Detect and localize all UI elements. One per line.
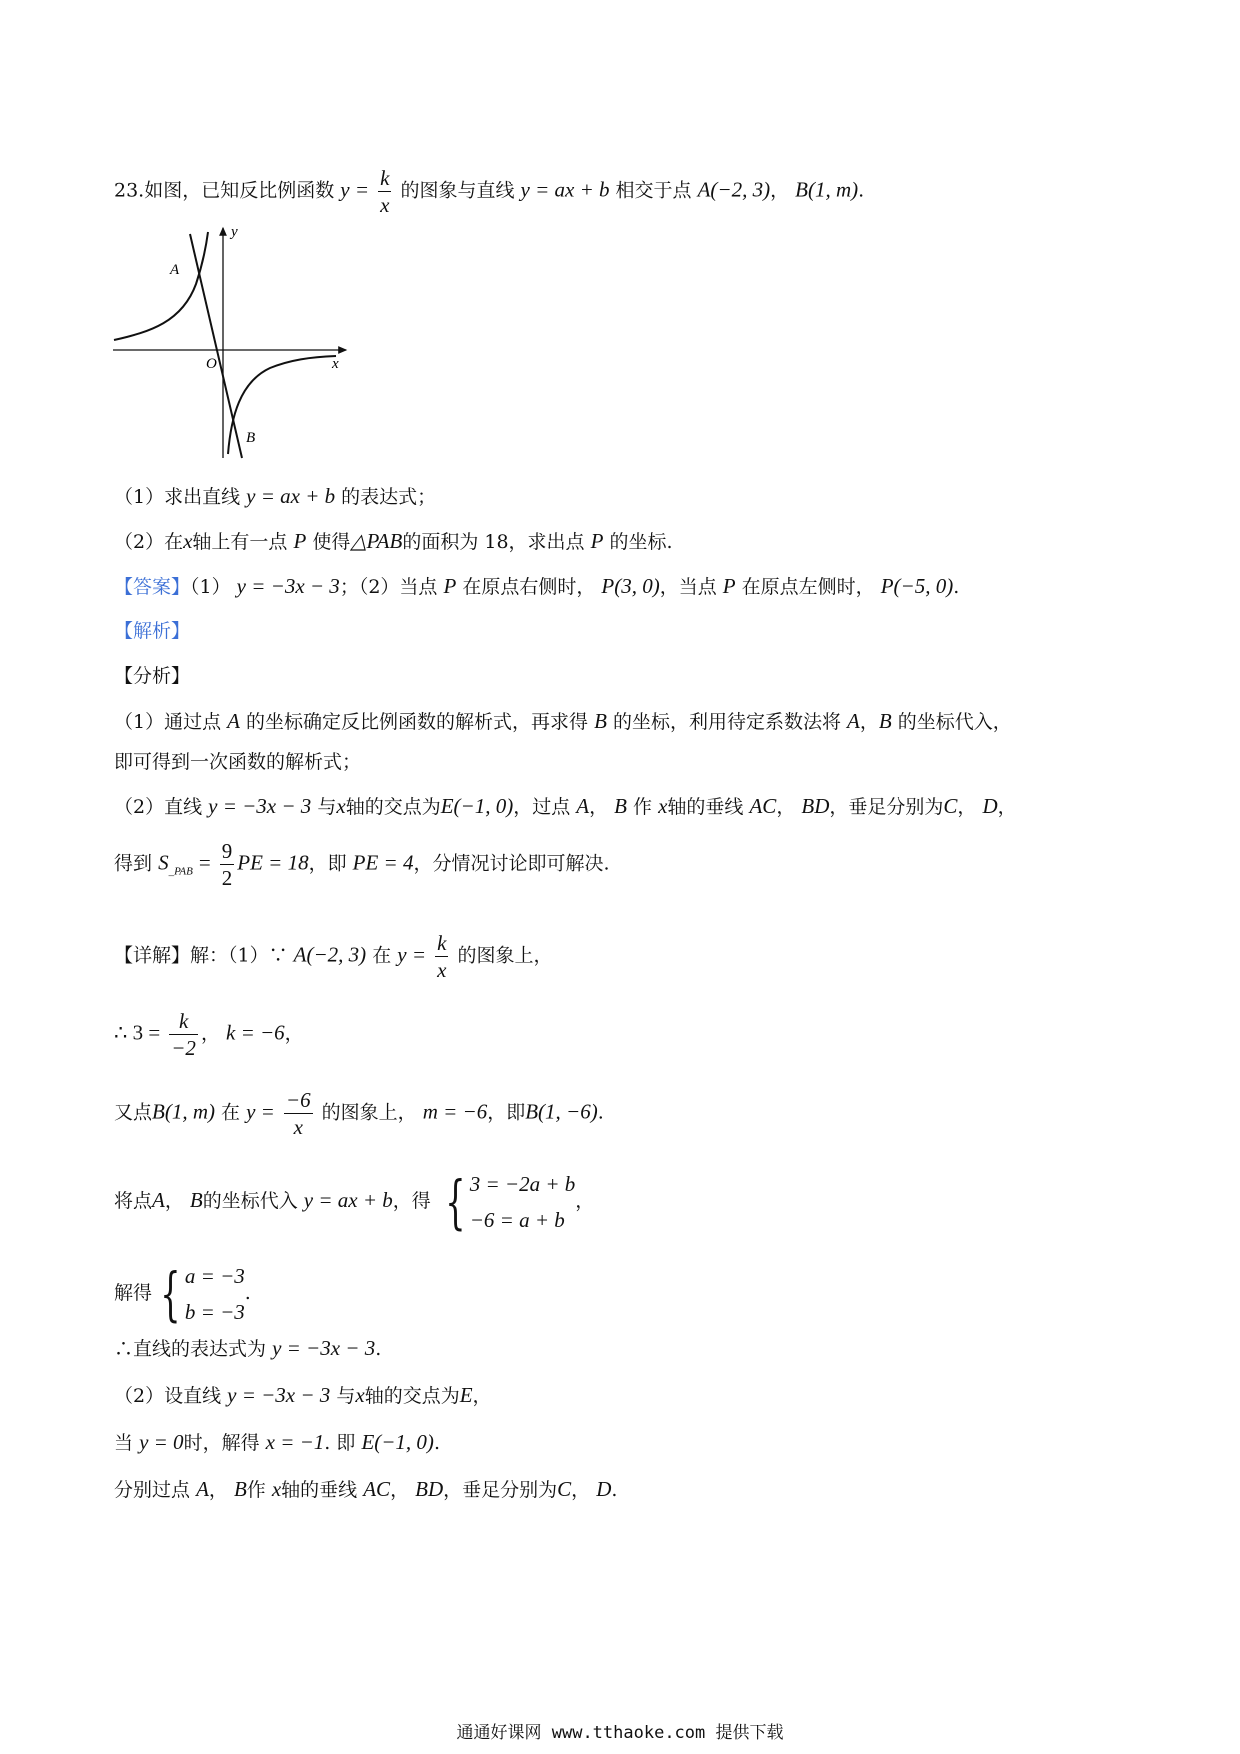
k-value: k = −6	[226, 1020, 285, 1045]
answer-text: 在原点左侧时，	[741, 576, 875, 598]
detail-text: ，垂足分别为	[443, 1479, 558, 1501]
detail-var: x	[271, 1477, 282, 1501]
detail-var: A	[152, 1188, 165, 1212]
detail-line-2	[114, 1008, 304, 1061]
function-lhs: y =	[340, 177, 370, 202]
fraction-numerator: k	[437, 931, 447, 955]
detail-line-8	[114, 1428, 440, 1457]
fenxi-label: 【分析】	[114, 665, 191, 687]
punct: ，	[208, 1479, 228, 1501]
detail-segment: BD	[415, 1477, 444, 1501]
detail-line-6	[114, 1334, 381, 1363]
q2-text: （2）在	[114, 531, 184, 553]
detail-line-4	[114, 1166, 594, 1238]
detail-segment: AC	[363, 1477, 391, 1501]
analysis-var: A	[227, 709, 240, 733]
problem-intro: 23.如图，已知反比例函数	[114, 179, 335, 202]
detail-text: ，得	[392, 1190, 431, 1212]
q2-var: x	[183, 529, 193, 553]
fraction-nine-halves	[220, 838, 235, 891]
punct: ，	[776, 796, 796, 818]
answer-line	[114, 572, 959, 601]
detail-text: 解得	[114, 1282, 153, 1304]
equation-system	[470, 1166, 576, 1238]
analysis-text: 得到	[114, 852, 153, 875]
x-axis-label: x	[332, 356, 339, 372]
q2-var: P	[590, 529, 604, 553]
punct: ，	[284, 1022, 304, 1045]
detail-text: 的坐标代入	[202, 1190, 298, 1212]
answer-point: P(3, 0)	[601, 574, 660, 598]
detail-point: E(−1, 0)	[361, 1430, 434, 1454]
fraction-denominator: x	[380, 193, 390, 217]
detail-text: ，即	[487, 1101, 526, 1124]
analysis-point: E(−1, 0)	[440, 794, 514, 818]
analysis-var: B	[594, 709, 607, 733]
punct: .	[433, 1432, 440, 1454]
punct: .	[611, 1479, 618, 1501]
detail-line-9	[114, 1475, 617, 1504]
question-1	[114, 482, 436, 511]
q2-var: P	[293, 529, 307, 553]
detail-expression: y = −3x − 3	[227, 1383, 331, 1407]
answer-text: 在原点右侧时，	[462, 576, 596, 598]
analysis-text: 轴的交点为	[345, 796, 441, 818]
m-value: m = −6	[422, 1099, 488, 1124]
analysis-var: B	[614, 794, 627, 818]
system-equation: b = −3	[184, 1300, 245, 1324]
punct: .	[858, 179, 865, 202]
fraction-numerator: k	[380, 166, 390, 190]
analysis-var: x	[658, 794, 668, 818]
footer-watermark: 通通好课网 www.tthaoke.com 提供下载	[456, 1723, 784, 1743]
point-b: B(1, m)	[795, 177, 859, 202]
detail-point: B(1, m)	[152, 1099, 215, 1124]
problem-text: 相交于点	[615, 179, 692, 202]
analysis-var: x	[336, 794, 346, 818]
punct: ，	[859, 711, 879, 733]
detail-text: 轴的垂线	[281, 1479, 358, 1501]
system-brace: {	[160, 1260, 181, 1328]
detail-point: A(−2, 3)	[293, 942, 367, 967]
equals-sign: =	[198, 850, 211, 875]
detail-var: x	[355, 1383, 365, 1407]
detail-text: 在	[221, 1101, 241, 1124]
analysis-text: ，即	[308, 852, 347, 875]
function-graph	[110, 222, 358, 460]
detail-var: D	[596, 1477, 612, 1501]
answer-label: 【答案】	[114, 576, 191, 598]
detail-expression: x = −1	[265, 1430, 325, 1454]
punct: ，	[200, 1022, 220, 1045]
detail-text: 将点	[114, 1190, 153, 1212]
q2-triangle: △PAB	[350, 529, 403, 553]
detail-text: ∴ 3 =	[114, 1020, 161, 1045]
hyperbola-branch-right	[228, 356, 336, 454]
fraction-numerator: −6	[285, 1088, 311, 1112]
point-a-label: A	[170, 262, 180, 278]
detail-var: A	[196, 1477, 209, 1501]
punct: .	[244, 1282, 251, 1304]
detail-text: （2）设直线	[114, 1385, 222, 1407]
pe-value: PE = 4	[352, 850, 414, 875]
q1-expression: y = ax + b	[246, 484, 336, 508]
analysis-text: 轴的垂线	[667, 796, 744, 818]
system-equation: a = −3	[184, 1264, 245, 1288]
q2-text: 的面积为 18，求出点	[402, 531, 585, 553]
answer-var: P	[722, 574, 736, 598]
analysis-1-line-2: 即可得到一次函数的解析式；	[114, 751, 362, 773]
line-expression: y = ax + b	[520, 177, 610, 202]
fraction-denominator: x	[293, 1115, 303, 1139]
analysis-text: 的坐标确定反比例函数的解析式，再求得	[246, 711, 589, 733]
detail-lhs: y =	[246, 1099, 275, 1124]
detail-var: B	[233, 1477, 247, 1501]
detail-text: 解：（1）∵	[190, 944, 288, 967]
analysis-segment: BD	[801, 794, 830, 818]
detail-line-1	[114, 930, 552, 983]
detail-text: 轴的交点为	[364, 1385, 460, 1407]
answer-text: ，当点	[659, 576, 717, 598]
punct: ，	[589, 796, 609, 818]
detail-text: . 即	[324, 1432, 356, 1454]
q1-text: （1）求出直线	[114, 486, 241, 508]
answer-text: ；（2）当点	[339, 576, 438, 598]
area-symbol: S	[158, 850, 169, 875]
detail-expression: y = 0	[139, 1430, 184, 1454]
answer-expression: y = −3x − 3	[236, 574, 340, 598]
q2-text: 轴上有一点	[192, 531, 288, 553]
punct: .	[375, 1338, 382, 1360]
system-equation: 3 = −2a + b	[469, 1172, 576, 1196]
analysis-expression: y = −3x − 3	[208, 794, 312, 818]
analysis-text: ，分情况讨论即可解决.	[413, 852, 610, 875]
fraction-numerator: k	[169, 1008, 198, 1035]
fraction-k-over-x	[435, 930, 448, 983]
analysis-2-line-1	[114, 792, 1017, 821]
analysis-var: D	[982, 794, 998, 818]
detail-expression: y = ax + b	[303, 1188, 393, 1212]
question-2	[114, 527, 673, 556]
fraction-denominator: x	[437, 958, 447, 982]
analysis-2-line-2	[114, 838, 610, 891]
q2-text: 的坐标.	[609, 531, 673, 553]
fraction-k-over-x	[378, 165, 391, 218]
answer-var: P	[443, 574, 457, 598]
detail-text: 作	[246, 1479, 266, 1501]
punct: ，	[770, 179, 790, 202]
point-a: A(−2, 3)	[697, 177, 771, 202]
detail-text: 分别过点	[114, 1479, 191, 1501]
detail-var: C	[557, 1477, 572, 1501]
punct: ，	[571, 1479, 591, 1501]
system-equation: −6 = a + b	[469, 1208, 565, 1232]
analysis-var: A	[847, 709, 860, 733]
origin-label: O	[206, 356, 217, 372]
punct: ，	[390, 1479, 410, 1501]
analysis-text: 的坐标，利用待定系数法将	[612, 711, 841, 733]
punct: ，	[472, 1385, 492, 1407]
detail-text: 与	[336, 1385, 356, 1407]
detail-text: 的图象上，	[321, 1101, 417, 1124]
analysis-text: ，垂足分别为	[829, 796, 944, 818]
straight-line	[190, 234, 242, 458]
analysis-1-line-1	[114, 707, 1012, 736]
detail-line-3	[114, 1087, 604, 1140]
fraction-k-over-neg-two	[169, 1008, 198, 1061]
detail-text: 在	[372, 944, 392, 967]
analysis-var: B	[878, 709, 892, 733]
detail-text: 的图象上，	[457, 944, 553, 967]
analysis-text: 与	[317, 796, 337, 818]
fraction-neg-six-over-x	[284, 1087, 313, 1140]
detail-text: ∴直线的表达式为	[114, 1338, 267, 1360]
detail-line-5	[114, 1258, 251, 1330]
detail-label: 【详解】	[114, 944, 191, 967]
detail-var: B	[189, 1188, 203, 1212]
fraction-numerator: 9	[221, 839, 233, 863]
system-brace: {	[445, 1168, 466, 1236]
point-b-label: B	[246, 430, 256, 446]
analysis-var: A	[576, 794, 590, 818]
detail-point: B(1, −6)	[525, 1099, 598, 1124]
punct: ，	[575, 1190, 595, 1212]
problem-text: 的图象与直线	[400, 179, 515, 202]
answer-text: （1）	[190, 576, 231, 598]
punct: ，	[957, 796, 977, 818]
analysis-text: 作	[633, 796, 653, 818]
detail-expression: y = −3x − 3	[272, 1336, 376, 1360]
area-equation: PE = 18	[237, 850, 309, 875]
area-subscript: _PAB	[168, 865, 193, 878]
detail-var: E	[459, 1383, 473, 1407]
analysis-text: 的坐标代入，	[897, 711, 1012, 733]
analysis-text: （1）通过点	[114, 711, 222, 733]
problem-statement	[114, 165, 864, 218]
punct: ，	[164, 1190, 184, 1212]
analysis-text: ，过点	[513, 796, 571, 818]
analysis-text: （2）直线	[114, 796, 203, 818]
detail-text: 当	[114, 1432, 134, 1454]
jiexi-label: 【解析】	[114, 620, 191, 642]
fraction-denominator: 2	[221, 866, 233, 890]
solution-system	[185, 1258, 245, 1330]
y-axis-label: y	[231, 224, 238, 240]
detail-text: 时，解得	[183, 1432, 260, 1454]
punct: ，	[997, 796, 1017, 818]
q2-text: 使得	[312, 531, 351, 553]
punct: .	[597, 1101, 604, 1124]
fraction-denominator: −2	[171, 1036, 196, 1060]
punct: .	[953, 576, 960, 598]
answer-point: P(−5, 0)	[880, 574, 954, 598]
analysis-segment: AC	[749, 794, 777, 818]
detail-line-7	[114, 1381, 492, 1410]
detail-text: 又点	[114, 1101, 153, 1124]
detail-lhs: y =	[397, 942, 427, 967]
q1-text: 的表达式；	[341, 486, 437, 508]
analysis-var: C	[943, 794, 958, 818]
